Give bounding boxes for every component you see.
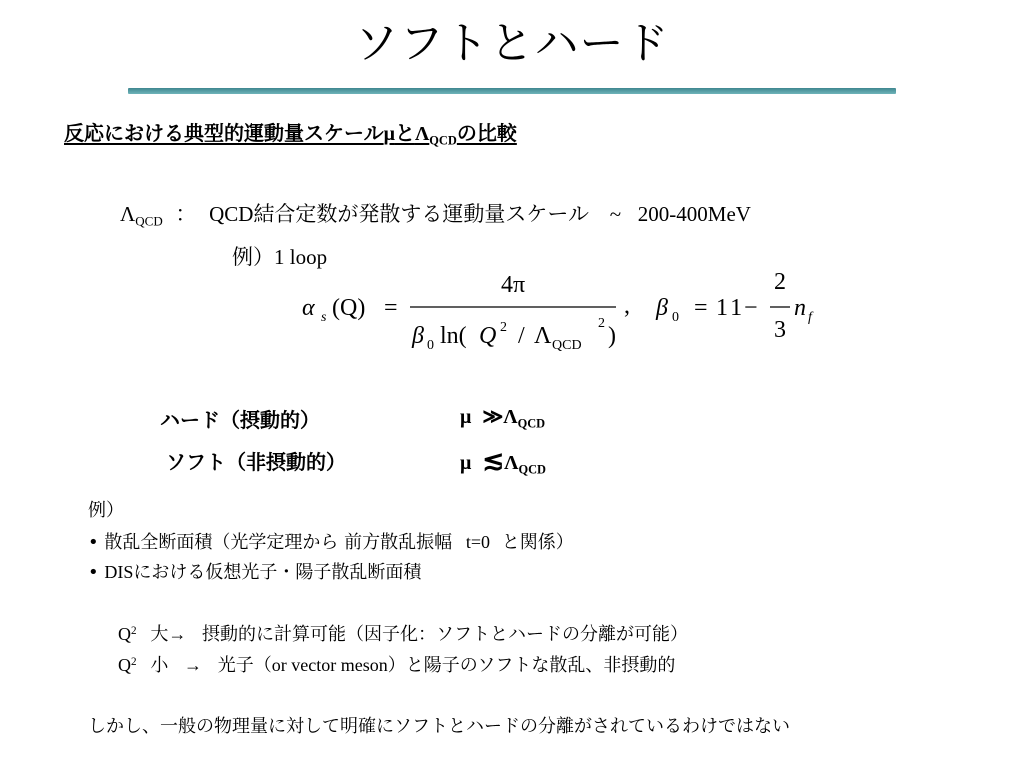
bullet-2-part2: における仮想光子・陽子散乱断面積 <box>133 562 422 583</box>
heading-lambda: Λ <box>414 123 430 145</box>
formula-alpha: α <box>302 295 315 321</box>
heading-and: と <box>394 121 415 145</box>
def-approx: ~ <box>609 202 622 226</box>
q2-small-sup: 2 <box>131 655 137 668</box>
formula-den-beta-sub: 0 <box>427 338 434 353</box>
formula-n-sub: f <box>808 310 812 325</box>
regime-hard-relation <box>460 404 545 431</box>
slide-title: ソフトとハード <box>354 18 670 69</box>
q2-small-text-a: 光子（ <box>217 655 272 676</box>
formula-beta-sub: 0 <box>672 310 679 325</box>
q2-large-size: 大 <box>150 624 169 645</box>
running-coupling-formula <box>296 265 856 355</box>
regime-hard-symbol: ≫ <box>482 406 504 428</box>
example-bullet-1 <box>88 528 574 554</box>
def-lambda-sub: QCD <box>135 213 163 229</box>
bullet-1-part1: 散乱全断面積（光学定理から 前方散乱振幅 <box>104 532 453 553</box>
formula-frac-den: 3 <box>774 317 786 343</box>
q2-small-arrow: → <box>184 655 203 675</box>
formula-comma: , <box>624 293 630 319</box>
formula-svg <box>296 265 856 355</box>
bullet-1-part2: と関係） <box>501 532 574 553</box>
q2-large-q: Q <box>118 624 131 644</box>
regime-soft-lambda: Λ <box>504 452 519 474</box>
examples-label: 例） <box>88 500 124 521</box>
heading-suffix: の比較 <box>456 121 517 145</box>
regime-soft-label: ソフト（非摂動的） <box>166 450 346 474</box>
title-divider <box>128 88 896 94</box>
formula-beta-minus: − <box>744 295 758 321</box>
formula-arg: (Q) <box>332 295 366 321</box>
formula-den-lambda: Λ <box>534 323 552 349</box>
q2-large-line <box>118 620 688 646</box>
formula-beta-equals: = <box>694 295 708 321</box>
formula-den-Q-sup: 2 <box>500 320 507 335</box>
def-qcd: QCD <box>209 202 254 226</box>
regime-soft-lambda-sub: QCD <box>518 462 546 477</box>
conclusion-text: しかし、一般の物理量に対して明確にソフトとハードの分離がされているわけではない <box>88 716 790 737</box>
regime-soft-relation <box>460 446 546 477</box>
q2-small-line <box>118 651 675 677</box>
formula-numerator: 4π <box>501 272 526 298</box>
regime-hard-lambda-sub: QCD <box>517 416 546 431</box>
regime-soft-mu: μ <box>460 452 472 474</box>
bullet-1-t: t=0 <box>465 532 490 552</box>
heading-mu: μ <box>383 123 395 145</box>
formula-den-lambda-sup: 2 <box>598 316 605 331</box>
formula-den-Q: Q <box>479 323 497 349</box>
formula-n: n <box>794 295 806 321</box>
q2-large-sup: 2 <box>131 624 137 637</box>
regime-hard-label: ハード（摂動的） <box>160 408 320 432</box>
def-text: 結合定数が発散する運動量スケール <box>253 202 590 226</box>
regime-hard-mu: μ <box>460 406 472 428</box>
def-range: 200-400MeV <box>637 202 751 226</box>
formula-den-close: ) <box>608 323 616 349</box>
formula-den-beta: β <box>412 323 424 349</box>
heading-prefix: 反応における典型的運動量スケール <box>64 121 384 145</box>
formula-den-lambda-sub: QCD <box>552 338 582 353</box>
section-heading <box>64 117 517 148</box>
formula-beta: β <box>656 295 668 321</box>
formula-den-slash: / <box>518 323 525 349</box>
regime-soft-symbol: ≲ <box>482 446 505 475</box>
q2-small-text-b: or vector meson <box>271 655 388 675</box>
q2-small-q: Q <box>118 655 131 675</box>
bullet-marker: • <box>88 562 99 583</box>
q2-large-text: 摂動的に計算可能（因子化：ソフトとハードの分離が可能） <box>202 624 689 645</box>
def-lambda: Λ <box>120 202 136 226</box>
bullet-marker: • <box>88 532 99 553</box>
bullet-2-dis: DIS <box>104 562 134 582</box>
def-colon: ： <box>175 202 197 226</box>
heading-lambda-sub: QCD <box>429 133 457 148</box>
formula-beta-11: 11 <box>716 295 746 321</box>
lambda-definition <box>120 198 751 230</box>
formula-den-ln: ln( <box>440 323 467 349</box>
q2-small-text-c: ）と陽子のソフトな散乱、非摂動的 <box>387 655 676 676</box>
formula-equals: = <box>384 295 398 321</box>
q2-large-arrow: → <box>168 624 187 644</box>
q2-small-size: 小 <box>150 655 169 676</box>
regime-hard-lambda: Λ <box>503 406 518 428</box>
one-loop-text: 1 loop <box>274 245 328 269</box>
example-bullet-2 <box>88 558 421 584</box>
one-loop-label: 例） <box>232 245 274 269</box>
formula-alpha-sub: s <box>321 310 327 325</box>
formula-frac-num: 2 <box>774 269 786 295</box>
